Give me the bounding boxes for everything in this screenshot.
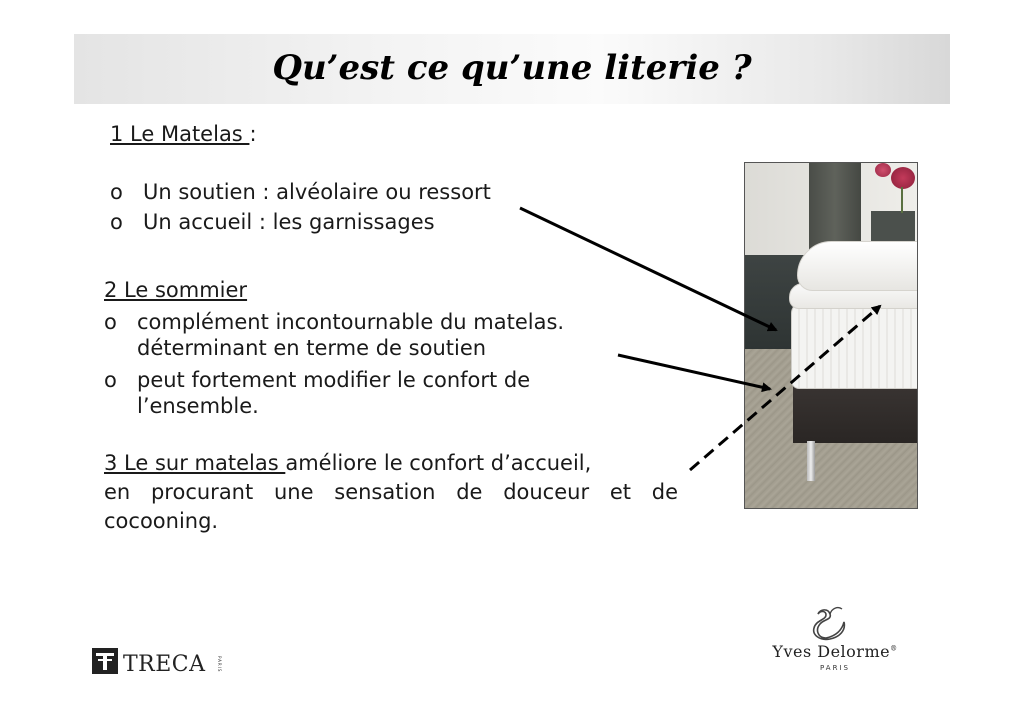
yves-delorme-sub: PARIS xyxy=(820,664,850,672)
bullet-marker: o xyxy=(110,210,123,234)
arrow-to-box-spring xyxy=(618,355,770,389)
yves-delorme-name xyxy=(760,642,910,661)
section1-heading-text: 1 Le Matelas xyxy=(110,122,250,146)
bullet-marker: o xyxy=(110,180,123,204)
bullet-marker: o xyxy=(104,310,117,334)
yves-delorme-logo xyxy=(760,600,910,680)
list-item-text-line2: l’ensemble. xyxy=(137,394,259,418)
yves-delorme-name-text: Yves Delorme xyxy=(772,642,891,661)
registered-mark: ® xyxy=(890,644,898,653)
treca-logo-mark xyxy=(92,646,232,678)
section1-heading-colon: : xyxy=(249,122,257,146)
bullet-marker: o xyxy=(104,368,117,392)
section2-heading: 2 Le sommier xyxy=(104,278,248,302)
list-item-text-line2: déterminant en terme de soutien xyxy=(137,336,487,360)
list-item-text: peut fortement modifier le confort de xyxy=(137,368,531,392)
swan-icon xyxy=(760,600,910,642)
section3-text-line3: cocooning. xyxy=(104,509,219,533)
section3-text-line1: améliore le confort d’accueil, xyxy=(285,451,592,475)
arrow-to-mattress xyxy=(520,208,776,330)
section3-text-line2: en procurant une sensation de douceur et de xyxy=(104,480,678,504)
treca-logo xyxy=(92,646,232,678)
section3-heading: 3 Le sur matelas xyxy=(104,451,286,475)
list-item-text: Un accueil : les garnissages xyxy=(143,210,435,234)
treca-name: TRECA xyxy=(123,652,206,677)
list-item-text: Un soutien : alvéolaire ou ressort xyxy=(143,180,491,204)
page-title: Qu’est ce qu’une literie ? xyxy=(272,48,752,88)
treca-sub: PARIS xyxy=(217,656,222,673)
arrow-to-topper xyxy=(690,306,880,470)
list-item-text: complément incontournable du matelas. xyxy=(137,310,565,334)
